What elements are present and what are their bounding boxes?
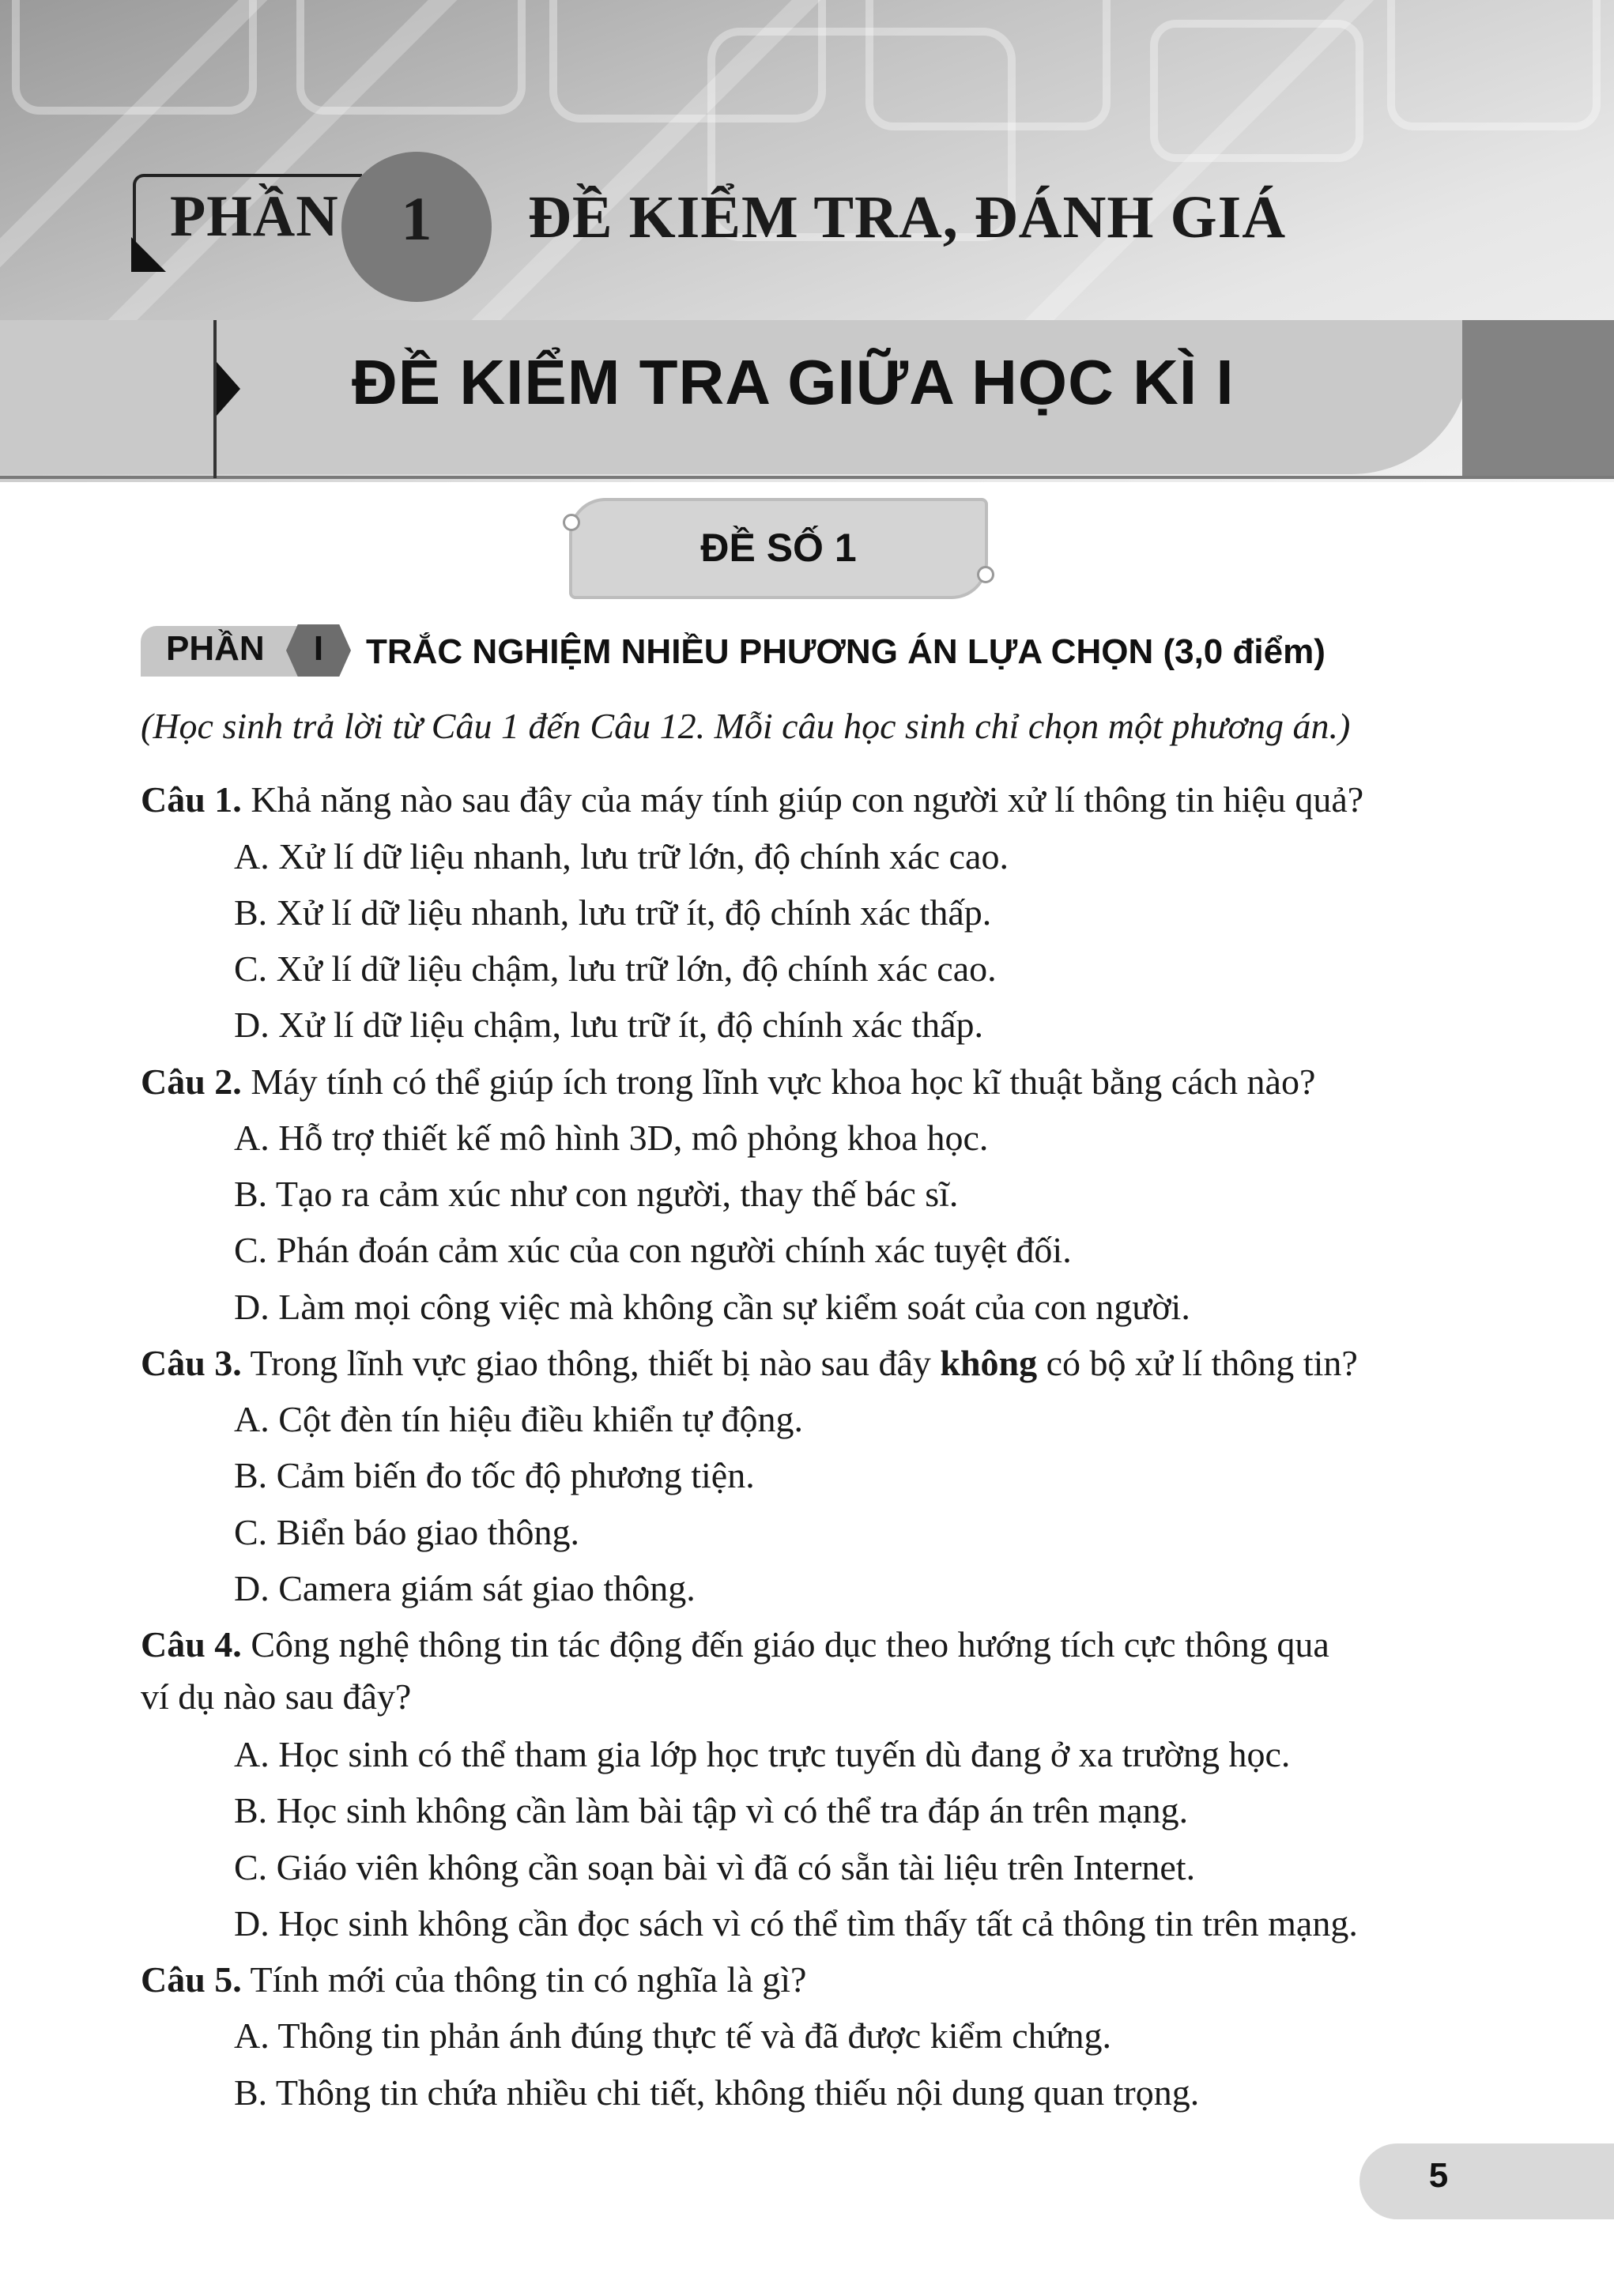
question-4-continued: ví dụ nào sau đây?: [141, 1676, 412, 1717]
question-label: Câu 5.: [141, 1959, 242, 2000]
option: C. Biển báo giao thông.: [234, 1512, 579, 1552]
page-number-tab: [1359, 2143, 1614, 2219]
question-text: Trong lĩnh vực giao thông, thiết bị nào sau đây: [241, 1343, 941, 1383]
question-text: Máy tính có thể giúp ích trong lĩnh vực khoa học kĩ thuật bằng cách nào?: [241, 1061, 1316, 1102]
title-band-underline: [0, 476, 1614, 479]
section-instruction: (Học sinh trả lời từ Câu 1 đến Câu 12. Mỗi câu học sinh chỉ chọn một phương án.): [141, 706, 1351, 746]
option: C. Xử lí dữ liệu chậm, lưu trữ lớn, độ chính xác cao.: [234, 948, 997, 989]
section-title: TRẮC NGHIỆM NHIỀU PHƯƠNG ÁN LỰA CHỌN (3,0 điểm): [366, 632, 1326, 671]
option: A. Học sinh có thể tham gia lớp học trực tuyến dù đang ở xa trường học.: [234, 1734, 1291, 1774]
part-number: 1: [401, 184, 432, 253]
part-title: ĐỀ KIỂM TRA, ĐÁNH GIÁ: [528, 184, 1287, 251]
option: B. Xử lí dữ liệu nhanh, lưu trữ ít, độ chính xác thấp.: [234, 892, 992, 933]
option: A. Xử lí dữ liệu nhanh, lưu trữ lớn, độ chính xác cao.: [234, 836, 1009, 877]
question-3: [141, 1342, 1358, 1384]
option: D. Học sinh không cần đọc sách vì có thể tìm thấy tất cả thông tin trên mạng.: [234, 1903, 1358, 1943]
exam-title: ĐỀ SỐ 1: [700, 526, 857, 570]
option: B. Học sinh không cần làm bài tập vì có thể tra đáp án trên mạng.: [234, 1790, 1189, 1830]
part-label: PHẦN: [170, 184, 339, 249]
play-arrow-icon: [217, 362, 240, 416]
question-1: [141, 779, 1363, 820]
part-corner-marker: [131, 237, 166, 272]
option: D. Làm mọi công việc mà không cần sự kiểm soát của con người.: [234, 1287, 1190, 1327]
question-4: [141, 1623, 1329, 1665]
question-label: Câu 2.: [141, 1061, 242, 1102]
option: A. Thông tin phản ánh đúng thực tế và đã được kiểm chứng.: [234, 2015, 1112, 2056]
question-2: [141, 1061, 1315, 1103]
question-label: Câu 1.: [141, 779, 242, 820]
option: C. Phán đoán cảm xúc của con người chính xác tuyệt đối.: [234, 1230, 1072, 1270]
question-text: Tính mới của thông tin có nghĩa là gì?: [241, 1959, 807, 2000]
option: B. Thông tin chứa nhiều chi tiết, không thiếu nội dung quan trọng.: [234, 2072, 1200, 2113]
question-5: [141, 1959, 806, 2000]
option: B. Cảm biến đo tốc độ phương tiện.: [234, 1455, 755, 1495]
option: B. Tạo ra cảm xúc như con người, thay thế bác sĩ.: [234, 1174, 959, 1214]
option: D. Camera giám sát giao thông.: [234, 1568, 696, 1608]
title-band-accent: [1462, 320, 1614, 476]
question-label: Câu 3.: [141, 1343, 242, 1383]
question-label: Câu 4.: [141, 1624, 242, 1665]
page-number: 5: [1428, 2156, 1449, 2195]
question-text-end: có bộ xử lí thông tin?: [1037, 1343, 1358, 1383]
option: A. Hỗ trợ thiết kế mô hình 3D, mô phỏng khoa học.: [234, 1118, 989, 1158]
option: C. Giáo viên không cần soạn bài vì đã có sẵn tài liệu trên Internet.: [234, 1847, 1196, 1887]
question-emphasis: không: [940, 1343, 1038, 1383]
question-text: Khả năng nào sau đây của máy tính giúp con người xử lí thông tin hiệu quả?: [241, 779, 1364, 820]
section-label: PHẦN: [166, 629, 265, 668]
section-number: I: [313, 629, 324, 668]
option: A. Cột đèn tín hiệu điều khiển tự động.: [234, 1399, 803, 1439]
question-text: Công nghệ thông tin tác động đến giáo dục theo hướng tích cực thông qua: [241, 1624, 1329, 1665]
chapter-title: ĐỀ KIỂM TRA GIỮA HỌC KÌ I: [352, 347, 1235, 417]
option: D. Xử lí dữ liệu chậm, lưu trữ ít, độ chính xác thấp.: [234, 1005, 983, 1045]
